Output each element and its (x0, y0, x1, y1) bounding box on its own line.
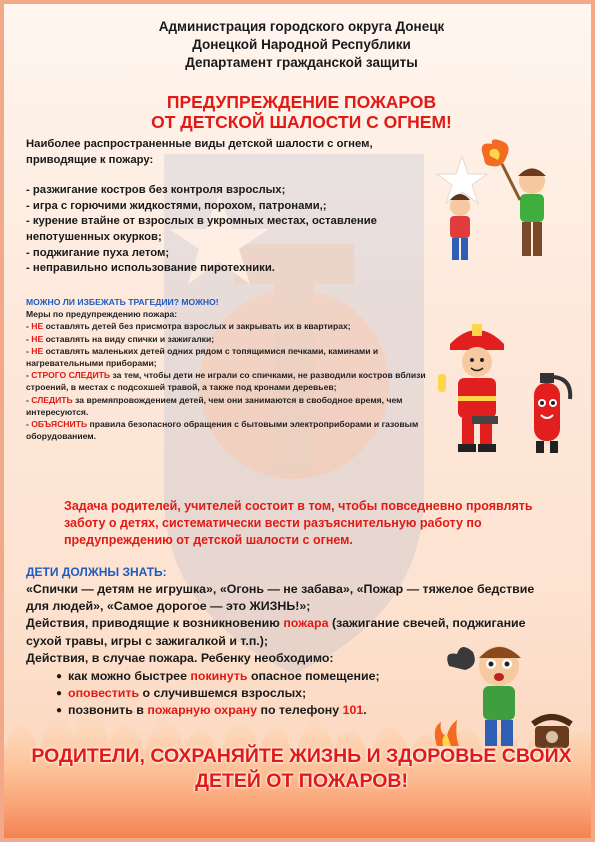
fire-extinguisher-mascot-illustration (522, 369, 577, 457)
intro-section (26, 137, 431, 277)
header-line-3: Департамент гражданской защиты (185, 55, 418, 70)
measure-item: - СЛЕДИТЬ за времяпровождением детей, чем они занимаются в свободное время, чем интересуются. (26, 394, 403, 417)
measures-title: Меры по предупреждению пожара: (26, 309, 178, 320)
title-line-2: ОТ ДЕТСКОЙ ШАЛОСТИ С ОГНЕМ! (151, 112, 452, 132)
intro-lead: Наиболее распространенные виды детской шалости с огнем, приводящие к пожару: (26, 138, 373, 166)
intro-item: - разжигание костров без контроля взрослых; (26, 184, 286, 197)
page-title (4, 92, 595, 132)
footer-slogan (4, 744, 595, 794)
footer-line-2: ДЕТЕЙ ОТ ПОЖАРОВ! (195, 770, 408, 792)
kids-heading: ДЕТИ ДОЛЖНЫ ЗНАТЬ: (26, 565, 167, 579)
measure-item: - ОБЪЯСНИТЬ правила безопасного обращения с бытовыми электроприборами и газовым оборудованием. (26, 419, 419, 442)
header-line-1: Администрация городского округа Донецк (158, 19, 445, 34)
scared-boy-illustration (429, 636, 579, 758)
parents-task: Задача родителей, учителей состоит в том, чтобы повседневно проявлять заботу о детях, систематически вести разъяснительную работу по предупреждению от детской шалости с огнем. (64, 499, 533, 547)
kids-playing-with-fire-illustration (432, 136, 582, 271)
measure-item: - СТРОГО СЛЕДИТЬ за тем, чтобы дети не играли со спичками, не разводили костров вблизи строений, в местах с подсохшей травой, а также под кронами деревьев; (26, 370, 426, 393)
intro-item: - игра с горючими жидкостями, порохом, патронами,; (26, 199, 327, 212)
measure-item: - НЕ оставлять детей без присмотра взрослых и закрывать их в квартирах; (26, 321, 351, 332)
measure-item: - НЕ оставлять на виду спички и зажигалки; (26, 333, 215, 344)
kids-actions: Действия, приводящие к возникновению пожара (зажигание свечей, поджигание сухой травы, игры с зажигалкой и т.п.); (26, 616, 526, 648)
list-item: ● как можно быстрее покинуть опасное помещение; (56, 668, 546, 685)
header-line-2: Донецкой Народной Республики (192, 37, 411, 52)
list-item: ● позвонить в пожарную охрану по телефону 101. (56, 702, 546, 719)
prevention-question: МОЖНО ЛИ ИЗБЕЖАТЬ ТРАГЕДИИ? МОЖНО! (26, 297, 219, 307)
intro-item: - неправильно использование пиротехники. (26, 262, 275, 275)
header (4, 18, 595, 72)
kids-quotes: «Спички — детям не игрушка», «Огонь — не забава», «Пожар — тяжелое бедствие для людей», «Самое дорогое — это ЖИЗНЬ!»; (26, 582, 535, 614)
measure-item: - НЕ оставлять маленьких детей одних рядом с топящимися печками, каминами и нагревательными приборами; (26, 345, 379, 369)
intro-item: - поджигание пуха летом; (26, 246, 170, 259)
list-item: ● оповестить о случившемся взрослых; (56, 685, 546, 702)
footer-line-1: РОДИТЕЛИ, СОХРАНЯЙТЕ ЖИЗНЬ И ЗДОРОВЬЕ СВОИХ (31, 745, 572, 767)
intro-item: - курение втайне от взрослых в укромных местах, оставление непотушенных окурков; (26, 215, 377, 243)
prevention-section (26, 296, 426, 442)
title-line-1: ПРЕДУПРЕЖДЕНИЕ ПОЖАРОВ (166, 92, 437, 112)
kids-in-fire: Действия, в случае пожара. Ребенку необходимо: (26, 650, 334, 665)
